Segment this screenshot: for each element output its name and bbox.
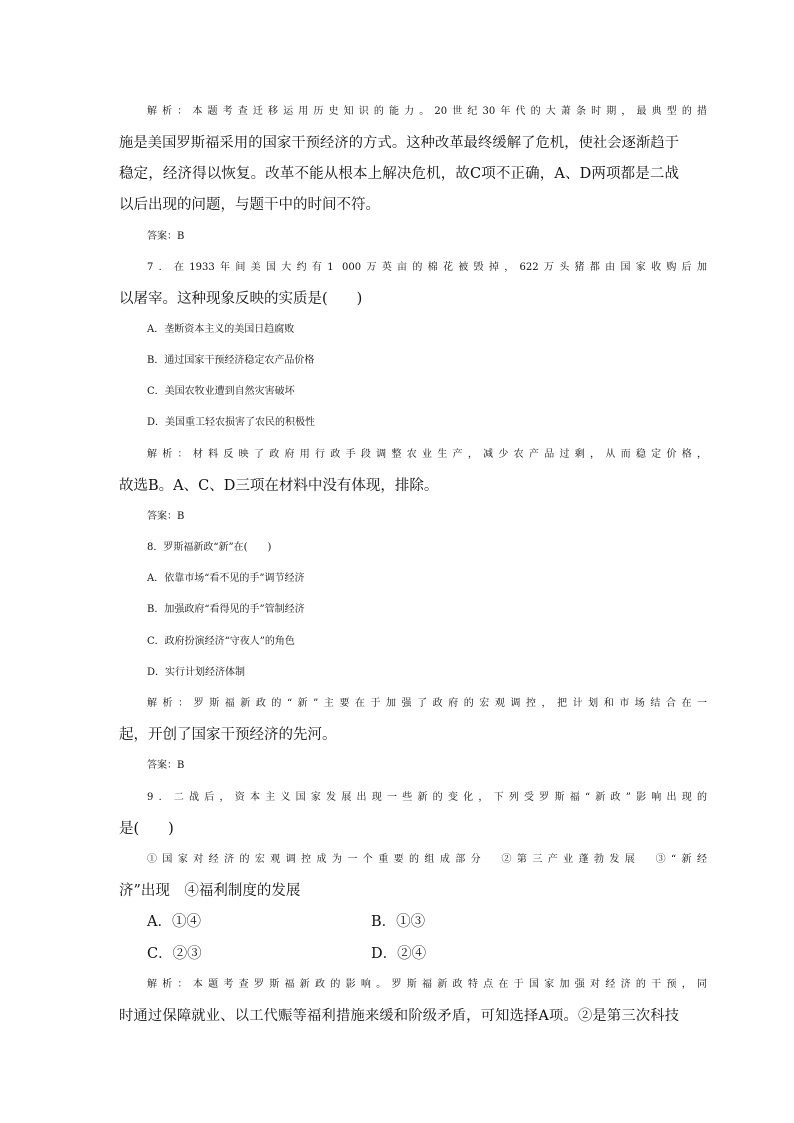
question-7-option-d: D．美国重工轻农损害了农民的积极性 <box>147 417 316 428</box>
question-8-option-c: C．政府扮演经济“守夜人”的角色 <box>147 636 295 647</box>
question-8-option-d: D．实行计划经济体制 <box>147 667 246 678</box>
question-7-stem-cont: 以屠宰。这种现象反映的实质是( ) <box>119 291 363 307</box>
question-9-option-a: A．①④ <box>147 914 201 930</box>
question-8-stem: 8．罗斯福新政“新”在( ) <box>147 542 272 553</box>
analysis-line: 以后出现的问题，与题干中的时间不符。 <box>119 197 380 213</box>
analysis-line: 解析：本题考查迁移运用历史知识的能力。20世纪30年代的大萧条时期，最典型的措 <box>147 106 707 117</box>
answer-line: 答案：B <box>147 511 185 522</box>
question-7-stem: 7．在1933年间美国大约有1 000万英亩的棉花被毁掉，622万头猪都由国家收购后加 <box>147 262 707 273</box>
analysis-line: 解析：材料反映了政府用行政手段调整农业生产，减少农产品过剩，从而稳定价格， <box>147 449 707 460</box>
analysis-line: 故选B。A、C、D三项在材料中没有体现，排除。 <box>119 478 439 494</box>
analysis-line: 起，开创了国家干预经济的先河。 <box>119 727 337 743</box>
question-9-option-b: B．①③ <box>371 914 426 930</box>
question-8-option-a: A．依靠市场“看不见的手”调节经济 <box>147 573 305 584</box>
analysis-line: 稳定，经济得以恢复。改革不能从根本上解决危机，故C项不正确，A、D两项都是二战 <box>119 166 679 182</box>
answer-line: 答案：B <box>147 760 185 771</box>
question-7-option-c: C．美国农牧业遭到自然灾害破坏 <box>147 386 295 397</box>
question-9-items: ①国家对经济的宏观调控成为一个重要的组成部分 ②第三产业蓬勃发展 ③“新经 <box>147 854 707 865</box>
analysis-line: 解析：罗斯福新政的“新”主要在于加强了政府的宏观调控，把计划和市场结合在一 <box>147 698 707 709</box>
question-9-stem: 9．二战后，资本主义国家发展出现一些新的变化，下列受罗斯福“新政”影响出现的 <box>147 792 707 803</box>
question-9-option-d: D．②④ <box>371 946 427 962</box>
analysis-line: 解析：本题考查罗斯福新政的影响。罗斯福新政特点在于国家加强对经济的干预，同 <box>147 979 707 990</box>
answer-line: 答案：B <box>147 231 185 242</box>
question-9-option-c: C．②③ <box>147 946 202 962</box>
question-7-option-b: B．通过国家干预经济稳定农产品价格 <box>147 355 315 366</box>
question-9-items-cont: 济”出现 ④福利制度的发展 <box>119 883 301 899</box>
question-9-stem-cont: 是( ) <box>119 821 174 837</box>
analysis-line: 时通过保障就业、以工代赈等福利措施来缓和阶级矛盾，可知选择A项。②是第三次科技 <box>119 1008 679 1024</box>
analysis-line: 施是美国罗斯福采用的国家干预经济的方式。这种改革最终缓解了危机，使社会逐渐趋于 <box>119 135 679 151</box>
question-7-option-a: A．垄断资本主义的美国日趋腐败 <box>147 324 295 335</box>
question-8-option-b: B．加强政府“看得见的手”管制经济 <box>147 604 305 615</box>
